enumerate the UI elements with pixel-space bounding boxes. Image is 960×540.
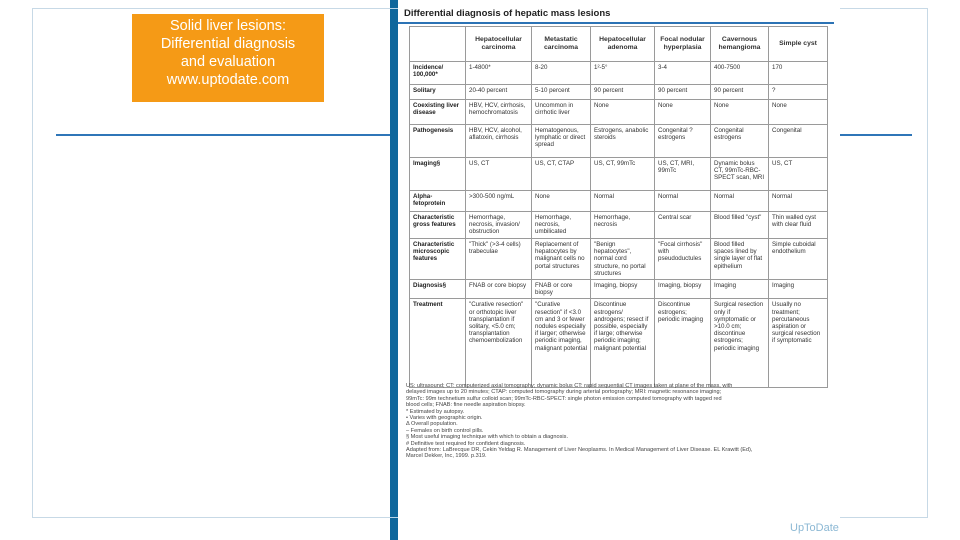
table-cell: 170	[769, 62, 828, 85]
table-cell: US, CT	[769, 158, 828, 191]
table-cell: 8-20	[532, 62, 591, 85]
table-cell: US, CT, 99mTc	[591, 158, 655, 191]
table-cell: None	[532, 191, 591, 212]
table-cell: 3-4	[655, 62, 711, 85]
table-cell: Hemorrhage, necrosis, invasion/ obstruction	[466, 212, 532, 239]
row-header: Characteristic gross features	[410, 212, 466, 239]
header-cell: Simple cyst	[769, 27, 828, 62]
table-cell: Dynamic bolus CT, 99mTc-RBC-SPECT scan, MRI	[711, 158, 769, 191]
table-cell: Simple cuboidal endothelium	[769, 239, 828, 280]
row-header: Coexisting liver disease	[410, 100, 466, 125]
footnote-line: Marcel Dekker, Inc, 1999. p.319.	[406, 453, 487, 460]
row-header: Imaging§	[410, 158, 466, 191]
table-row	[410, 100, 828, 125]
header-cell: Hepatocellular carcinoma	[466, 27, 532, 62]
table-cell: Usually no treatment; percutaneous aspiration or surgical resection if symptomatic	[769, 299, 828, 388]
table-cell: FNAB or core biopsy	[466, 280, 532, 299]
right-panel	[840, 0, 960, 540]
table-cell: 20-40 percent	[466, 85, 532, 100]
footnote-line: Δ Overall population.	[406, 421, 458, 428]
uptodate-logo: UpToDate	[790, 522, 839, 534]
table-cell: Normal	[711, 191, 769, 212]
table-cell: Replacement of hepatocytes by malignant cells no portal structures	[532, 239, 591, 280]
table-cell: 90 percent	[655, 85, 711, 100]
table-cell: Blood filled spaces lined by single layer of flat epithelium	[711, 239, 769, 280]
diagnosis-table	[409, 26, 828, 388]
table-cell: Normal	[655, 191, 711, 212]
table-row	[410, 62, 828, 85]
header-cell: Metastatic carcinoma	[532, 27, 591, 62]
table-row	[410, 125, 828, 158]
footnote-line: delayed images up to 20 minutes; CTAP: computed tomography during arterial portography; MRI: magnetic resonance imaging;	[406, 389, 722, 396]
table-cell: Hemorrhage, necrosis, umbilicated	[532, 212, 591, 239]
table-cell: "Curative resection" if <3.0 cm and 3 or fewer nodules especially if larger; otherwise periodic imaging, malignant potential	[532, 299, 591, 388]
table-row	[410, 212, 828, 239]
table-row	[410, 85, 828, 100]
divider-line-right	[840, 134, 912, 136]
table-cell: 90 percent	[711, 85, 769, 100]
footnote-line: § Most useful imaging technique with which to obtain a diagnosis.	[406, 434, 569, 441]
table-cell: Hematogenous, lymphatic or direct spread	[532, 125, 591, 158]
table-cell: HBV, HCV, alcohol, aflatoxin, cirrhosis	[466, 125, 532, 158]
table-cell: Normal	[769, 191, 828, 212]
table-row	[410, 191, 828, 212]
table-cell: HBV, HCV, cirrhosis, hemochromatosis	[466, 100, 532, 125]
table-cell: None	[655, 100, 711, 125]
table-row	[410, 280, 828, 299]
caption-box	[132, 14, 324, 102]
table-cell: ?	[769, 85, 828, 100]
table-cell: Uncommon in cirrhotic liver	[532, 100, 591, 125]
table-cell: 1²-5°	[591, 62, 655, 85]
row-header: Alpha-fetoprotein	[410, 191, 466, 212]
table-cell: "Curative resection" or orthotopic liver transplantation if solitary, <5.0 cm; transplantation chemoembolization	[466, 299, 532, 388]
table-cell: Thin walled cyst with clear fluid	[769, 212, 828, 239]
table-cell: US, CT, MRI, 99mTc	[655, 158, 711, 191]
footnote-line: US: ultrasound; CT: computerized axial tomography; dynamic bolus CT: rapid sequential CT images taken at plane of the mass, with	[406, 383, 733, 389]
divider-line	[56, 134, 390, 136]
table-cell: Discontinue estrogens/ androgens; resect if possible, especially if large; otherwise periodic imaging; malignant potential	[591, 299, 655, 388]
row-header: Treatment	[410, 299, 466, 388]
table-row	[410, 299, 828, 388]
row-header: Incidence/ 100,000*	[410, 62, 466, 85]
caption-url[interactable]: www.uptodate.com	[166, 72, 290, 88]
table-row	[410, 158, 828, 191]
table-cell: 400-7500	[711, 62, 769, 85]
table-cell: "Thick" (>3-4 cells) trabeculae	[466, 239, 532, 280]
row-header: Pathogenesis	[410, 125, 466, 158]
table-cell: Imaging	[711, 280, 769, 299]
table-cell: Imaging	[769, 280, 828, 299]
footnote-line: – Females on birth control pills.	[406, 427, 484, 434]
table-cell: US, CT	[466, 158, 532, 191]
table-cell: Central scar	[655, 212, 711, 239]
table-cell: 5-10 percent	[532, 85, 591, 100]
table-cell: Normal	[591, 191, 655, 212]
header-cell: Focal nodular hyperplasia	[655, 27, 711, 62]
table-cell: Hemorrhage, necrosis	[591, 212, 655, 239]
table-cell: Congenital estrogens	[711, 125, 769, 158]
row-header: Solitary	[410, 85, 466, 100]
table-cell: Surgical resection only if symptomatic or >10.0 cm; discontinue estrogens; periodic imaging	[711, 299, 769, 388]
table-cell: Congenital	[769, 125, 828, 158]
table-cell: Estrogens, anabolic steroids	[591, 125, 655, 158]
footnote-line: • Varies with geographic origin.	[406, 415, 483, 422]
title-rule	[398, 22, 834, 24]
row-header: Diagnosis§	[410, 280, 466, 299]
table-header-row	[410, 27, 828, 62]
table-cell: >300-500 ng/mL	[466, 191, 532, 212]
table-cell: Imaging, biopsy	[591, 280, 655, 299]
table-cell: "Benign hepatocytes", normal cord structure, no portal structures	[591, 239, 655, 280]
table-cell: 90 percent	[591, 85, 655, 100]
caption-line-1: Solid liver lesions:	[169, 18, 287, 34]
table-cell: Congenital ? estrogens	[655, 125, 711, 158]
table-cell: "Focal cirrhosis" with pseudoductules	[655, 239, 711, 280]
table-wrap	[409, 26, 827, 388]
footnotes	[406, 383, 826, 460]
table-cell: Discontinue estrogens; periodic imaging	[655, 299, 711, 388]
table-cell: None	[591, 100, 655, 125]
table-image	[398, 0, 840, 540]
table-cell: None	[711, 100, 769, 125]
table-cell: US, CT, CTAP	[532, 158, 591, 191]
footnote-line: * Estimated by autopsy.	[406, 408, 465, 415]
caption-line-2: Differential diagnosis	[160, 36, 296, 52]
table-cell: Blood filled "cyst"	[711, 212, 769, 239]
table-cell: Imaging, biopsy	[655, 280, 711, 299]
table-row	[410, 239, 828, 280]
footnote-line: # Definitive test required for confident diagnosis.	[406, 440, 526, 447]
header-cell: Cavernous hemangioma	[711, 27, 769, 62]
caption-line-3: and evaluation	[180, 54, 276, 70]
footnote-line: 99mTc: 99m technetium sulfur colloid scan; 99mTc-RBC-SPECT: single photon emission computed tomography with tagged red	[406, 395, 722, 402]
row-header: Characteristic microscopic features	[410, 239, 466, 280]
footnote-line: blood cells; FNAB: fine needle aspiration biopsy.	[406, 402, 526, 409]
footnote-line: Adapted from: LaBrecque DR, Cekin Yeldag R. Management of Liver Neoplasms. In Medical Management of Liver Disease. EL Krawitt (Ed),	[406, 447, 753, 454]
header-cell	[410, 27, 466, 62]
doc-title: Differential diagnosis of hepatic mass lesions	[404, 8, 611, 19]
header-cell: Hepatocellular adenoma	[591, 27, 655, 62]
table-cell: None	[769, 100, 828, 125]
table-cell: 1-4800*	[466, 62, 532, 85]
table-cell: FNAB or core biopsy	[532, 280, 591, 299]
